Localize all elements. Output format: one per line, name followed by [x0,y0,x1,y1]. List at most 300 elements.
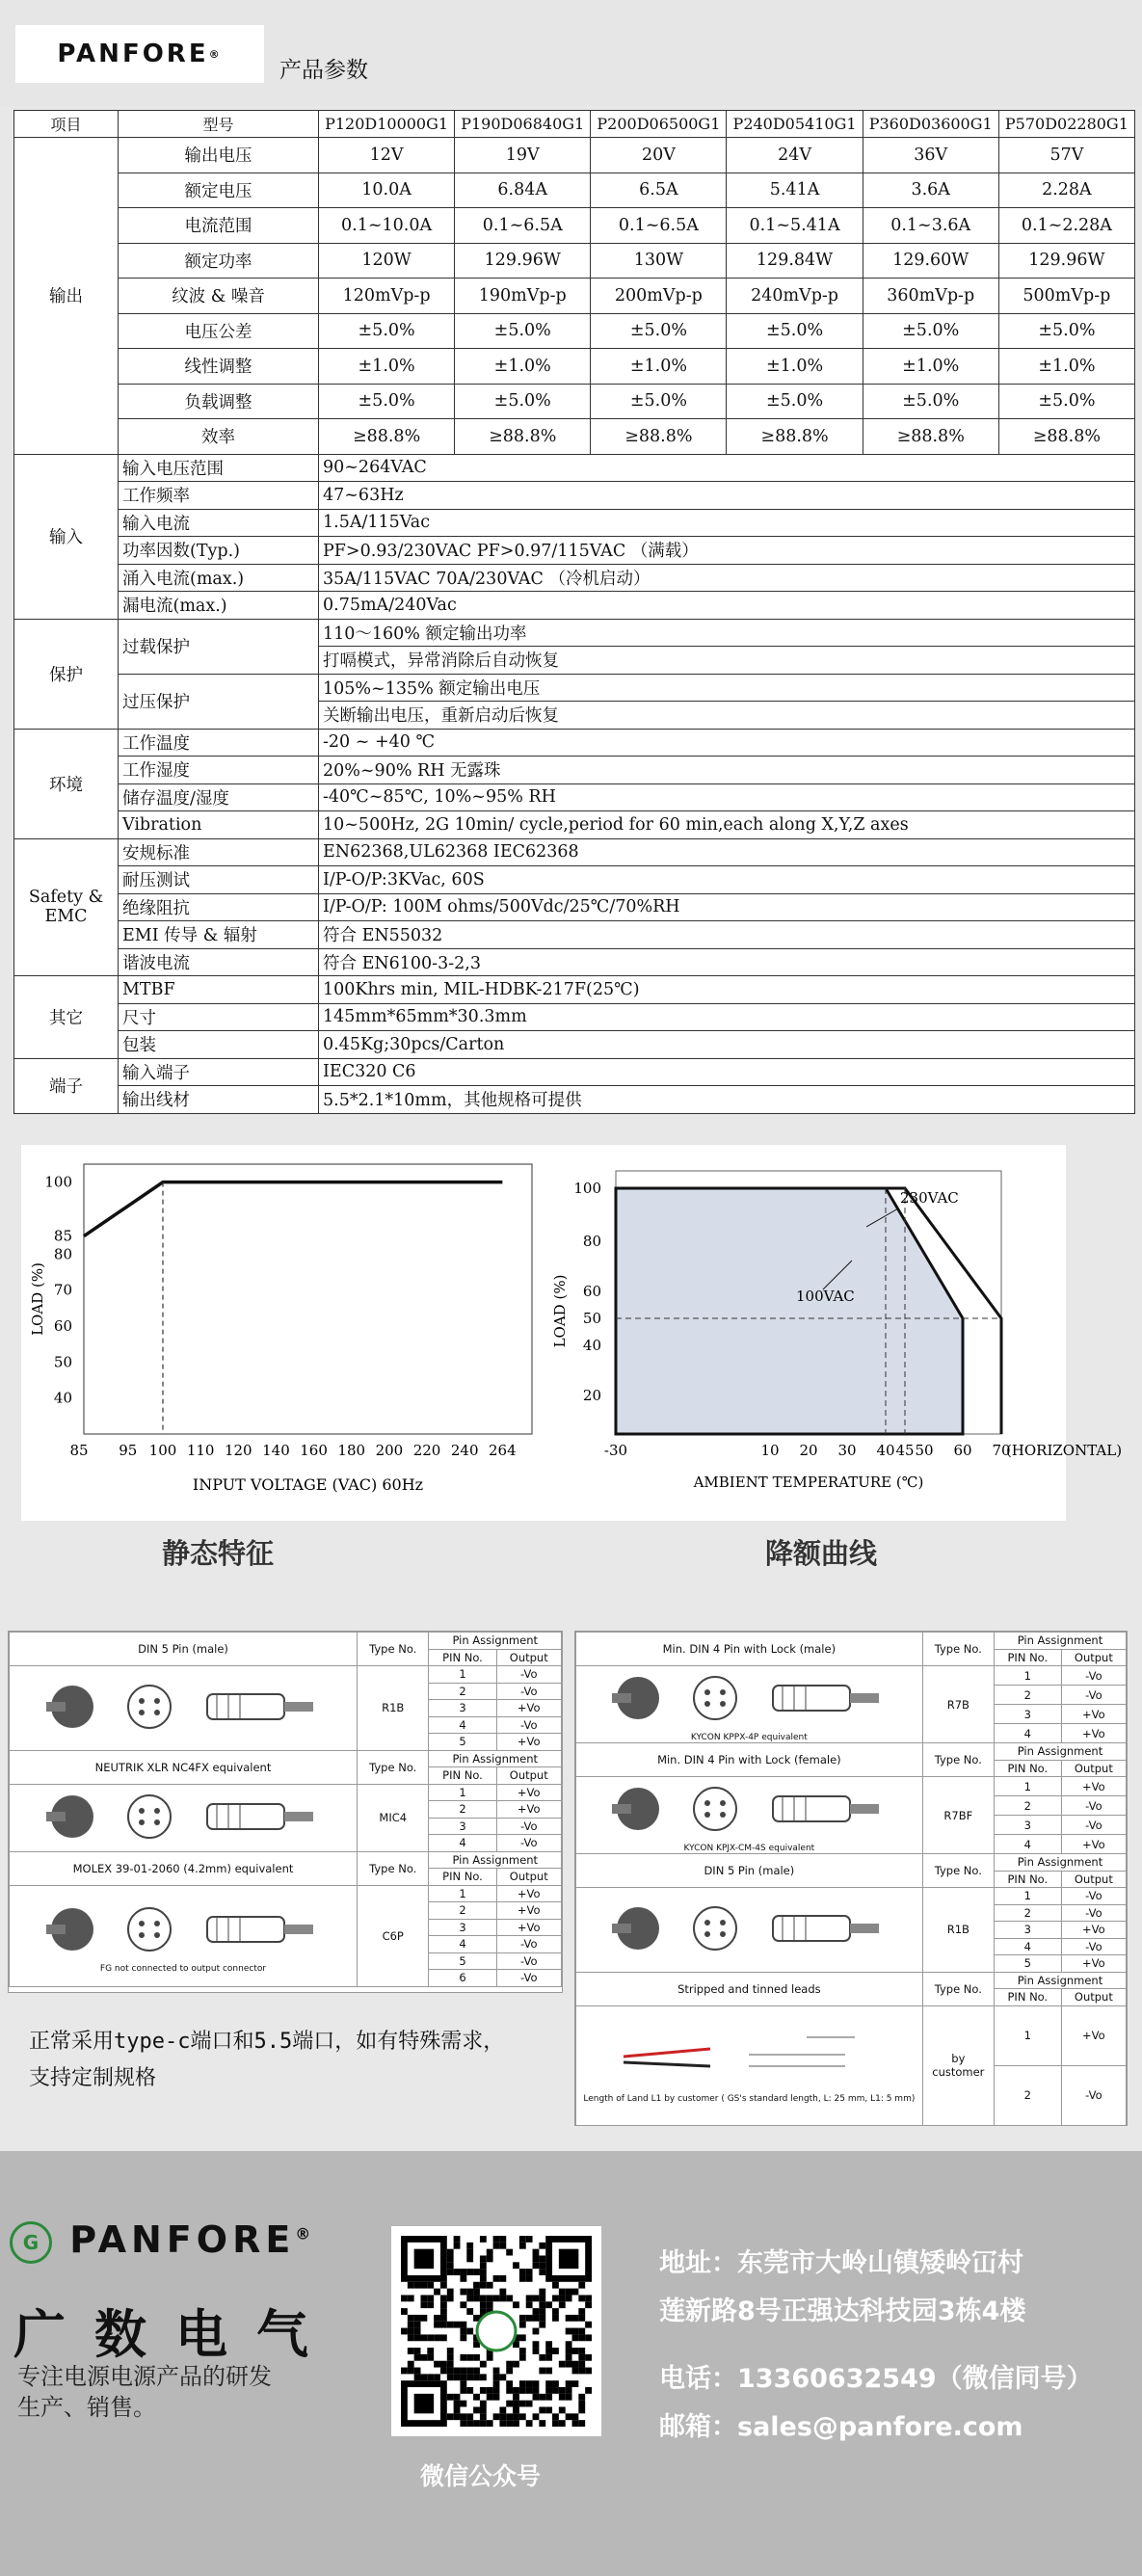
qr-module [513,2401,519,2407]
pin-no-header: PIN No. [994,1760,1061,1777]
table-row [14,384,1135,419]
qr-module [533,2394,540,2401]
qr-module [447,2354,454,2361]
qr-module [499,2407,506,2414]
param-value: ≥88.8% [727,419,863,455]
qr-module [578,2348,585,2354]
qr-module [401,2368,408,2375]
qr-module [480,2255,487,2262]
qr-module [460,2387,466,2394]
param-value: 符合 EN6100-3-2,3 [319,948,1135,976]
pin-row [10,1784,562,1801]
pin-number: 2 [994,1686,1061,1705]
qr-module [401,2328,408,2335]
qr-module [440,2368,447,2375]
param-value: 10.0A [319,173,455,208]
param-value: 0.1~6.5A [591,208,727,244]
qr-module [480,2407,487,2414]
pin-no-header: PIN No. [429,1767,496,1785]
param-value: 12V [319,138,455,173]
qr-module [552,2295,559,2301]
connector-picture [10,1885,358,1986]
qr-module [434,2322,440,2328]
qr-module [466,2387,473,2394]
qr-module [545,2394,552,2401]
connector-title: DIN 5 Pin (male) [10,1633,358,1666]
qr-code-icon [401,2236,592,2427]
param-value: 0.1~3.6A [863,208,998,244]
qr-module [427,2374,434,2380]
param-value: 200mVp-p [591,279,727,314]
output-header: Output [496,1869,561,1886]
pin-number: 3 [429,1818,496,1835]
pin-number: 2 [429,1902,496,1920]
x-tick-label: 60 [953,1442,972,1459]
qr-module [460,2328,466,2335]
qr-module [526,2275,533,2282]
pin-assignment-header: Pin Assignment [994,1854,1126,1872]
pin-number: 2 [429,1683,496,1700]
qr-module [440,2334,447,2341]
qr-module [533,2255,540,2262]
derating-chart [544,1145,1123,1521]
pin-number: 4 [994,1938,1061,1955]
table-row [14,783,1135,811]
qr-module [559,2387,566,2394]
type-no: R1B [922,1888,994,1973]
pin-no-header: PIN No. [994,1871,1061,1888]
type-no: R1B [357,1666,428,1751]
qr-module [578,2328,585,2335]
qr-module [414,2348,421,2354]
param-value: ±1.0% [863,349,998,385]
param-value: ±5.0% [591,384,727,419]
pin-output: -Vo [1061,1666,1126,1686]
qr-module [414,2354,421,2361]
connector-table-right [574,1631,1128,2126]
qr-module [526,2269,533,2275]
param-value: 关断输出电压，重新启动后恢复 [319,702,1135,730]
qr-module [566,2348,572,2354]
plot-frame [84,1164,532,1434]
pin-output: +Vo [496,1885,561,1902]
connector-title: Stripped and tinned leads [576,1972,923,2005]
pin-number: 1 [994,2005,1061,2065]
qr-module [427,2354,434,2361]
connector-picture [576,1666,923,1743]
qr-module [559,2289,566,2296]
pin-assignment-header: Pin Assignment [994,1743,1126,1761]
qr-module [480,2301,487,2308]
param-name: 过压保护 [119,674,319,729]
param-value: PF>0.93/230VAC PF>0.97/115VAC （满载） [319,537,1135,565]
param-name: 过载保护 [119,619,319,674]
static-caption: 静态特征 [162,1537,275,1570]
param-name: 包装 [119,1031,319,1059]
qr-module [585,2295,592,2301]
param-value: 90~264VAC [319,454,1135,482]
output-header: Output [496,1767,561,1785]
param-name: 输入端子 [119,1058,319,1086]
table-row [14,729,1135,757]
qr-module [545,2407,552,2414]
qr-module [559,2295,566,2301]
qr-module [408,2282,414,2289]
table-row [14,564,1135,592]
connector-note: KYCON KPJX-CM-4S equivalent [683,1844,815,1853]
qr-module [466,2413,473,2420]
qr-module [447,2249,454,2256]
qr-module [480,2361,487,2368]
qr-module [533,2295,540,2301]
qr-module [480,2262,487,2269]
pin-assignment-header: Pin Assignment [994,1633,1126,1650]
qr-module [420,2301,427,2308]
param-value: 129.96W [455,243,591,279]
y-axis-label: LOAD (%) [29,1262,46,1336]
type-no-header: Type No. [922,1633,994,1666]
pin-output: -Vo [496,1666,561,1684]
y-tick-label: 85 [53,1227,72,1245]
table-row [14,866,1135,894]
qr-module [447,2394,454,2401]
param-value: ≥88.8% [591,419,727,455]
param-name: 漏电流(max.) [119,592,319,620]
param-value: ±1.0% [319,349,455,385]
x-tick-label: 50 [915,1442,934,1459]
qr-module [566,2315,572,2322]
connector-table-left [8,1631,563,1993]
table-row [14,138,1135,173]
param-value: ±5.0% [319,384,455,419]
custom-note [29,2024,504,2097]
qr-module [473,2354,480,2361]
y-tick-label: 80 [53,1245,72,1263]
connector-table [9,1632,562,1987]
param-name: 输入电压范围 [119,454,319,482]
param-value: 6.5A [591,173,727,208]
footer-brand: PANFORE [69,2218,296,2261]
pin-number: 2 [994,1796,1061,1816]
param-value: 360mVp-p [863,279,998,314]
qr-module [519,2243,526,2249]
qr-code [391,2226,601,2436]
qr-module [578,2368,585,2375]
qr-module [473,2368,480,2375]
pin-number: 4 [429,1835,496,1852]
type-no: R7BF [922,1777,994,1854]
header-cell: P240D05410G1 [727,111,863,138]
qr-module [473,2289,480,2296]
qr-module [414,2322,421,2328]
param-name: 额定功率 [119,243,319,279]
param-value: 3.6A [863,173,998,208]
param-value: 2.28A [998,173,1134,208]
y-tick-label: 40 [582,1337,601,1354]
connector-drawing-icon [604,1897,893,1960]
qr-module [585,2322,592,2328]
qr-module [487,2282,493,2289]
pin-output: -Vo [496,1716,561,1734]
param-value: 120mVp-p [319,279,455,314]
qr-module [460,2334,466,2341]
qr-module [552,2420,559,2427]
qr-module [473,2394,480,2401]
param-value: ±1.0% [455,349,591,385]
pin-number: 2 [994,1904,1061,1922]
qr-module [480,2413,487,2420]
qr-module [473,2295,480,2301]
pin-output: +Vo [1061,1705,1126,1724]
param-value: 129.96W [998,243,1134,279]
param-value: 100Khrs min, MIL-HDBK-217F(25℃) [319,976,1135,1004]
qr-module [526,2420,533,2427]
qr-module [559,2407,566,2414]
x-tick-label: (HORIZONTAL) [1005,1442,1123,1459]
pin-output: +Vo [1061,1955,1126,1973]
param-value: ±5.0% [455,313,591,349]
qr-module [460,2275,466,2282]
pin-output: -Vo [1061,1888,1126,1905]
y-tick-label: 40 [53,1389,72,1407]
qr-module [578,2407,585,2414]
qr-module [513,2301,519,2308]
qr-module [519,2334,526,2341]
qr-module [427,2301,434,2308]
qr-module [480,2420,487,2427]
qr-module [526,2301,533,2308]
qr-module [454,2374,461,2380]
x-tick-label: 264 [489,1442,517,1459]
param-name: 谐波电流 [119,948,319,976]
qr-module [559,2394,566,2401]
qr-module [566,2361,572,2368]
param-name: 绝缘阻抗 [119,893,319,921]
page-header [0,0,1142,106]
type-no: C6P [357,1885,428,1986]
qr-module [539,2308,545,2315]
note-line-1: 正常采用type-c端口和5.5端口，如有特殊需求， [29,2030,505,2054]
pin-number: 5 [429,1952,496,1970]
param-name: 储存温度/湿度 [119,783,319,811]
qr-module [460,2413,466,2420]
param-name: 线性调整 [119,349,319,385]
qr-module [480,2401,487,2407]
qr-module [499,2243,506,2249]
group-label: 端子 [14,1058,119,1113]
qr-module [578,2354,585,2361]
qr-module [466,2420,473,2427]
qr-module [427,2334,434,2341]
y-axis-label: LOAD (%) [551,1274,569,1348]
table-row [14,454,1135,482]
param-name: 尺寸 [119,1003,319,1031]
param-value: ≥88.8% [863,419,998,455]
qr-module [506,2368,513,2375]
table-row [14,619,1135,647]
qr-module [473,2282,480,2289]
param-value: ±1.0% [591,349,727,385]
param-value: 符合 EN55032 [319,921,1135,949]
qr-module [545,2380,552,2387]
param-value: 35A/115VAC 70A/230VAC （冷机启动） [319,564,1135,592]
param-value: 19V [455,138,591,173]
qr-module [572,2315,579,2322]
spec-table [13,110,1135,1114]
qr-module [519,2354,526,2361]
qr-module [533,2308,540,2315]
qr-module [466,2243,473,2249]
qr-module [533,2387,540,2394]
pin-no-header: PIN No. [429,1649,496,1666]
connector-header-row [10,1633,562,1650]
qr-module [572,2380,579,2387]
qr-module [420,2374,427,2380]
qr-module [545,2354,552,2361]
table-row [14,537,1135,565]
qr-module [566,2295,572,2301]
qr-module [493,2295,500,2301]
pin-output: +Vo [1061,1835,1126,1854]
pin-number: 4 [429,1936,496,1953]
qr-module [585,2368,592,2375]
connector-drawing-icon [604,2028,893,2091]
qr-module [545,2368,552,2375]
table-row [14,111,1135,138]
y-tick-label: 20 [582,1387,601,1404]
qr-module [578,2282,585,2289]
qr-module [572,2328,579,2335]
qr-module [533,2262,540,2269]
connector-drawing-icon [39,1785,328,1848]
pin-output: -Vo [496,1835,561,1852]
qr-module [460,2368,466,2375]
param-value: 24V [727,138,863,173]
x-tick-label: 180 [337,1442,366,1459]
x-tick-label: 70 [992,1442,1011,1459]
qr-module [493,2394,500,2401]
group-label: 环境 [14,729,119,838]
connector-picture [576,1888,923,1973]
qr-module [454,2236,461,2243]
param-value: 47~63Hz [319,482,1135,510]
qr-module [466,2255,473,2262]
qr-module [566,2413,572,2420]
qr-module [447,2262,454,2269]
qr-module [519,2348,526,2354]
table-row [14,948,1135,976]
qr-module [473,2269,480,2275]
param-value: 20V [591,138,727,173]
x-axis-label: INPUT VOLTAGE (VAC) 60Hz [192,1475,424,1494]
qr-module [408,2368,414,2375]
y-tick-label: 70 [53,1281,72,1299]
qr-module [572,2413,579,2420]
qr-module [539,2354,545,2361]
footer [0,2151,1142,2576]
param-value: 5.5*2.1*10mm，其他规格可提供 [319,1086,1135,1114]
y-tick-label: 60 [53,1317,72,1335]
qr-finder-center [414,2249,434,2269]
pin-output: +Vo [1061,1724,1126,1743]
param-name: 效率 [119,419,319,455]
qr-module [578,2308,585,2315]
param-value: ≥88.8% [998,419,1134,455]
qr-module [519,2413,526,2420]
qr-module [454,2269,461,2275]
qr-module [460,2269,466,2275]
pin-output: +Vo [496,1700,561,1717]
company-name: 广数电气 [13,2303,337,2365]
qr-module [566,2387,572,2394]
connector-header-row [10,1750,562,1767]
qr-module [414,2374,421,2380]
table-row [14,1031,1135,1059]
param-name: 工作温度 [119,729,319,757]
param-value: 1.5A/115Vac [319,509,1135,537]
pin-no-header: PIN No. [994,1989,1061,2006]
y-tick-label: 60 [582,1283,601,1300]
pin-number: 1 [994,1777,1061,1796]
connector-note: KYCON KPPX-4P equivalent [690,1733,808,1742]
qr-module [519,2269,526,2275]
qr-module [460,2354,466,2361]
qr-module [519,2315,526,2322]
connector-header-row [576,1743,1127,1761]
qr-module [447,2322,454,2328]
param-value: 145mm*65mm*30.3mm [319,1003,1135,1031]
qr-module [578,2394,585,2401]
qr-module [454,2394,461,2401]
connector-drawing-icon [39,1675,328,1739]
page-title: 产品参数 [279,58,368,83]
note-line-2: 支持定制规格 [29,2066,157,2090]
param-value: 105%~135% 额定输出电压 [319,674,1135,702]
pin-number: 1 [994,1888,1061,1905]
company-slogan [17,2361,272,2423]
output-header: Output [1061,1760,1126,1777]
qr-module [578,2295,585,2301]
table-row [14,208,1135,244]
qr-module [434,2361,440,2368]
pin-number: 6 [429,1970,496,1987]
qr-module [420,2334,427,2341]
param-value: ±5.0% [319,313,455,349]
address-line-1: 地址：东莞市大岭山镇矮岭冚村 [659,2248,1023,2278]
qr-module [493,2374,500,2380]
qr-module [466,2308,473,2315]
footer-logo: G PANFORE® [10,2218,315,2264]
qr-module [487,2301,493,2308]
pin-number: 1 [429,1666,496,1684]
qr-module [493,2368,500,2375]
pin-number: 3 [994,1922,1061,1939]
connector-header-row [576,1633,1127,1650]
pin-output: -Vo [1061,1796,1126,1816]
qr-module [487,2420,493,2427]
param-name: 电压公差 [119,313,319,349]
qr-module [408,2334,414,2341]
qr-module [539,2407,545,2414]
qr-module [466,2354,473,2361]
qr-module [454,2368,461,2375]
qr-module [572,2334,579,2341]
qr-module [440,2295,447,2301]
table-row [14,243,1135,279]
qr-module [552,2413,559,2420]
qr-module [519,2380,526,2387]
connector-title: MOLEX 39-01-2060 (4.2mm) equivalent [10,1851,358,1885]
